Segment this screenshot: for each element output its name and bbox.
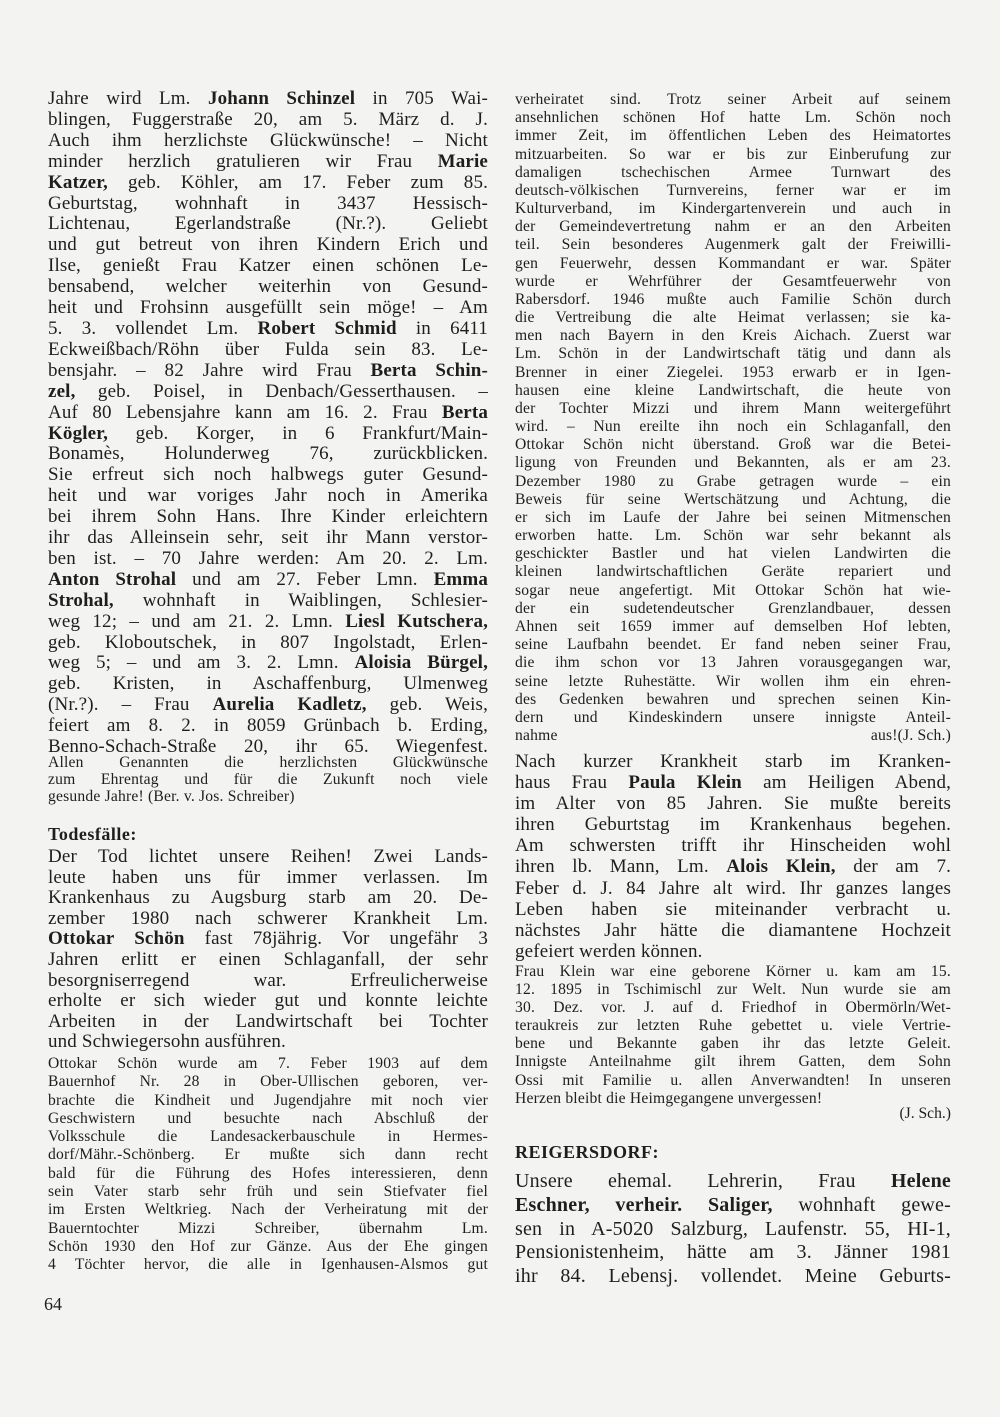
text-line [48, 1238, 488, 1256]
text-run: 4 Töchter hervor, die alle in Igenhausen-Alsmos gut [48, 1256, 488, 1274]
text-run: Pensionistenheim, hätte am 3. Jänner 1981 [515, 1241, 951, 1264]
text-run: geb. Köhler, am 17. Feber zum 85. [107, 171, 488, 193]
name-highlight: Kögler, [48, 422, 108, 444]
text-run: Ottokar Schön nicht überstand. Groß war die Betei- [515, 436, 951, 454]
text-run: in 705 Wai- [355, 88, 488, 109]
page-number: 64 [44, 1294, 62, 1314]
text-run: Geburtstag, wohnhaft in 3437 Hessisch- [48, 192, 488, 214]
text-line [48, 950, 488, 971]
text-line [48, 909, 488, 930]
text-run: der ein sudetendeutscher Grenzlandbauer, dessen [515, 599, 951, 617]
text-line [515, 835, 951, 856]
text-line [48, 110, 488, 131]
text-run: im Ersten Weltkrieg. Nach der Verheiratung mit der [48, 1201, 488, 1219]
text-line [515, 1241, 951, 1265]
text-line [515, 751, 951, 772]
text-line [515, 473, 951, 491]
obituary-schoen-biography [48, 1055, 488, 1275]
text-run: weg 5; – und am 3. 2. Lmn. [48, 652, 355, 674]
text-line [515, 941, 951, 962]
text-run: Am schwersten trifft ihr Hinscheiden wohl [515, 835, 951, 857]
text-line [48, 465, 488, 486]
text-run: teil. Sein besonderes Augenmerk galt der Freiwilli- [515, 236, 951, 254]
text-run: Eckweißbach/Röhn über Fulda sein 83. Le- [48, 338, 488, 360]
text-run: der am 7. [835, 856, 952, 878]
text-run: Arbeiten in der Landwirtschaft bei Tochter [48, 1010, 488, 1032]
text-run: sein Vater starb sehr früh und sein Stiefvater fiel [48, 1183, 488, 1201]
text-line [515, 418, 951, 436]
text-run: geb. Kloboutschek, in 807 Ingolstadt, Erlen- [48, 631, 488, 653]
text-line [48, 653, 488, 674]
text-run: der Gemeindevertretung nahm er an den Arbeiten [515, 218, 951, 236]
text-line [48, 1032, 488, 1053]
name-highlight: Robert Schmid [257, 317, 397, 339]
text-line [515, 1194, 951, 1218]
text-line [515, 1170, 951, 1194]
text-line [515, 182, 951, 200]
text-run: Herzen bleibt die Heimgegangene unvergessen! [515, 1089, 823, 1107]
text-run: (Nr.?). – Frau [48, 694, 213, 716]
name-highlight: Ottokar Schön [48, 928, 185, 950]
text-line [515, 400, 951, 418]
name-highlight: Emma [433, 568, 488, 590]
text-run: sen in A-5020 Salzburg, Laufenstr. 55, HI-1, [515, 1217, 951, 1240]
text-run: haus Frau [515, 772, 629, 794]
text-line [515, 109, 951, 127]
text-line [515, 963, 951, 981]
text-line [48, 361, 488, 382]
text-line [48, 1183, 488, 1201]
text-run: wohnhaft gewe- [772, 1193, 951, 1216]
text-run: Bauerntochter Mizzi Schreiber, übernahm Lm. [48, 1219, 488, 1237]
text-run: gen Feuerwehr, dessen Kommandant er war. Später [515, 254, 951, 272]
text-line [48, 173, 488, 194]
text-run: Brenner in einer Ziegelei. 1953 erwarb er in Igen- [515, 363, 951, 381]
text-line [48, 235, 488, 256]
text-run: Innigste Anteilnahme gilt ihrem Gatten, dem Sohn [515, 1053, 951, 1071]
text-line [48, 298, 488, 319]
text-line [515, 509, 951, 527]
text-line [515, 691, 951, 709]
text-line [48, 152, 488, 173]
text-line [515, 345, 951, 363]
text-line [515, 772, 951, 793]
text-run: heit und Frohsinn ausgefüllt sein möge! – Am [48, 297, 488, 319]
text-line [515, 618, 951, 636]
text-run: zum Ehrentag und für die Zukunft noch viele [48, 771, 488, 788]
text-line [48, 971, 488, 992]
text-line [48, 1055, 488, 1073]
text-line [48, 507, 488, 528]
text-line [515, 1218, 951, 1242]
text-line [48, 214, 488, 235]
name-highlight: zel, [48, 380, 76, 402]
text-line [515, 1072, 951, 1090]
text-line [515, 236, 951, 254]
text-line [515, 436, 951, 454]
text-line [515, 981, 951, 999]
text-run: weg 12; – und am 21. 2. Lmn. [48, 610, 346, 632]
obituary-klein-biography [515, 963, 951, 1108]
text-run: er sich im Laufe der Jahre bei seinen Mitmenschen [515, 508, 951, 526]
text-run: Nach kurzer Krankheit starb im Kranken- [515, 751, 951, 772]
text-run: bald für die Führung des Hofes interessieren, denn [48, 1164, 488, 1182]
text-run: dorf/Mähr.-Schönberg. Er mußte sich dann recht [48, 1146, 488, 1164]
text-run: ansehnlichen schönen Hof hatte Lm. Schön noch [515, 109, 951, 127]
name-highlight: Berta Schin- [370, 359, 488, 381]
name-highlight: Berta [441, 401, 488, 423]
text-line [48, 131, 488, 152]
text-run: Ottokar Schön wurde am 7. Feber 1903 auf dem [48, 1055, 488, 1072]
text-run: hausen eine kleine Landwirtschaft, die heute von [515, 381, 951, 399]
text-run: die Vertreibung die alte Heimat verlassen; sie ka- [515, 309, 951, 327]
text-run: Unsere ehemal. Lehrerin, Frau [515, 1170, 891, 1192]
text-run: Benno-Schach-Straße 20, ihr 65. Wiegenfest. [48, 736, 488, 758]
text-line [48, 486, 488, 507]
name-highlight: Johann Schinzel [207, 88, 356, 109]
text-run: geschickter Bastler und hat vielen Landwirten die [515, 545, 951, 563]
text-line [48, 754, 488, 771]
text-run: dern und Kindeskindern unsere innigste Anteil- [515, 708, 951, 726]
text-run: bensabend, welcher weiterhin von Gesund- [48, 276, 488, 298]
text-run: in 6411 [396, 317, 489, 339]
text-line [515, 309, 951, 327]
text-line [48, 788, 488, 805]
text-line [48, 888, 488, 909]
text-run: verheiratet sind. Trotz seiner Arbeit auf seinem [515, 91, 951, 108]
text-run: Jahren erlitt er einen Schlaganfall, der sehr [48, 948, 488, 970]
text-run: Frau Klein war eine geborene Körner u. kam am 15. [515, 963, 951, 980]
text-line [515, 920, 951, 941]
text-run: ben ist. – 70 Jahre werden: Am 20. 2. Lm. [48, 547, 488, 569]
text-line [48, 424, 488, 445]
text-line [515, 636, 951, 654]
text-line [515, 727, 951, 745]
text-run: wird. – Nun ereilte ihn noch ein Schlaganfall, den [515, 418, 951, 436]
text-line [48, 716, 488, 737]
text-run: ihren lb. Mann, Lm. [515, 856, 727, 878]
text-run: teraukreis zur letzten Ruhe gebettet u. viele Vertrie- [515, 1017, 951, 1035]
text-run: die ihm schon vor 13 Jahren vorausgegangen war, [515, 654, 951, 672]
text-line [515, 709, 951, 727]
text-line [515, 654, 951, 672]
text-run: ihr das Alleinsein sehr, seit ihr Mann verstor- [48, 527, 488, 549]
text-run: Feber d. J. 84 Jahre alt wird. Ihr ganzes langes [515, 877, 951, 899]
text-line [48, 549, 488, 570]
obituary-klein-intro [515, 751, 951, 962]
name-highlight: Anton Strohal [48, 568, 177, 590]
section-heading-todesfaelle: Todesfälle: [48, 824, 137, 844]
text-line [48, 1146, 488, 1164]
text-line [515, 527, 951, 545]
text-line [48, 1012, 488, 1033]
text-line [48, 847, 488, 868]
text-run: Geschwistern und besuchte nach Abschluß der [48, 1109, 488, 1127]
text-run: geb. Weis, [366, 694, 488, 716]
text-line [48, 382, 488, 403]
text-run: geb. Kristen, in Aschaffenburg, Ulmenweg [48, 673, 488, 695]
text-run: Volksschule die Landesackerbauschule in Hermes- [48, 1128, 488, 1146]
text-line [515, 146, 951, 164]
birthday-greeting [48, 754, 488, 805]
text-run: wohnhaft in Waiblingen, Schlesier- [113, 589, 488, 611]
name-highlight: Katzer, [48, 171, 108, 193]
name-highlight: Aurelia Kadletz, [212, 694, 367, 716]
obituary-schoen-intro [48, 847, 488, 1053]
text-line [515, 1035, 951, 1053]
text-line [515, 382, 951, 400]
obituary-schoen-continued [515, 91, 951, 745]
text-line [515, 491, 951, 509]
text-line [515, 291, 951, 309]
text-run: Auch ihm herzlichste Glückwünsche! – Nicht [48, 129, 488, 151]
text-run: nächstes Jahr hätte die diamantene Hochzeit [515, 919, 951, 941]
text-run: besorgniserregend war. Erfreulicherweise [48, 969, 488, 991]
text-run: Lichtenau, Egerlandstraße (Nr.?). Geliebt [48, 213, 488, 235]
text-run: Ossi mit Familie u. allen Anverwandten! In unseren [515, 1071, 951, 1089]
text-run: 30. Dez. vor. J. auf d. Friedhof in Obermörln/Wet- [515, 999, 951, 1017]
text-line [48, 444, 488, 465]
text-run: deutsch-völkischen Turnvereins, ferner war er im [515, 181, 951, 199]
text-run: Allen Genannten die herzlichsten Glückwünsche [48, 754, 488, 771]
text-run: seine Laufbahn beendet. Er fand neben seiner Frau, [515, 636, 951, 654]
text-run: und gut betreut von ihren Kindern Erich und [48, 234, 488, 256]
text-line [48, 695, 488, 716]
text-run: Auf 80 Lebensjahre kann am 16. 2. Frau [48, 401, 442, 423]
text-run: Dezember 1980 zu Grabe getragen wurde – ein [515, 472, 951, 490]
text-run: Der Tod lichtet unsere Reihen! Zwei Lands- [48, 846, 488, 867]
text-line [515, 563, 951, 581]
text-line [515, 273, 951, 291]
text-run: damaligen tschechischen Armee Turnwart des [515, 163, 951, 181]
name-highlight: Eschner, verheir. Saliger, [515, 1193, 773, 1216]
text-line [48, 612, 488, 633]
text-run: ihren Geburtstag im Krankenhaus begehen. [515, 814, 951, 836]
text-line [48, 89, 488, 110]
name-highlight: Alois Klein, [726, 856, 836, 878]
text-line [515, 856, 951, 877]
text-run: gefeiert werden können. [515, 940, 703, 962]
text-run: leute haben uns für immer verlassen. Im [48, 866, 488, 888]
text-line [48, 403, 488, 424]
text-run: Lm. Schön in der Landwirtschaft tätig und dann als [515, 345, 951, 363]
text-run: Ilse, genießt Frau Katzer einen schönen Le- [48, 255, 488, 277]
name-highlight: Helene [890, 1170, 951, 1192]
text-line [48, 1165, 488, 1183]
text-line [48, 868, 488, 889]
text-line [515, 327, 951, 345]
text-line [515, 255, 951, 273]
text-line [515, 127, 951, 145]
text-line [515, 673, 951, 691]
text-run: am Heiligen Abend, [741, 772, 951, 794]
text-line [515, 793, 951, 814]
text-line [48, 1128, 488, 1146]
text-line [515, 200, 951, 218]
reigersdorf-paragraph [515, 1170, 951, 1289]
text-line [48, 340, 488, 361]
section-heading-reigersdorf: REIGERSDORF: [515, 1142, 660, 1162]
text-line [48, 1110, 488, 1128]
text-line [48, 277, 488, 298]
text-run: ihr 84. Lebensj. vollendet. Meine Geburts- [515, 1265, 951, 1287]
text-run: fast 78jährig. Vor ungefähr 3 [184, 928, 488, 950]
text-run: 12. 1895 in Tschimischl zur Welt. Nun wurde sie am [515, 981, 951, 999]
text-line [515, 545, 951, 563]
text-line [515, 91, 951, 109]
text-line [48, 194, 488, 215]
text-line [515, 899, 951, 920]
text-line [515, 1265, 951, 1289]
text-line [515, 878, 951, 899]
text-line [515, 364, 951, 382]
text-run: ligung von Freunden und Bekannten, als er am 23. [515, 454, 951, 472]
text-line [48, 1220, 488, 1238]
text-line [515, 1017, 951, 1035]
birthday-paragraph [48, 89, 488, 758]
text-run: bene und Bekannte gaben ihr das letzte Geleit. [515, 1035, 951, 1053]
text-run: der Tochter Mizzi und ihrem Mann weitergeführt [515, 399, 951, 417]
text-run: gesunde Jahre! (Ber. v. Jos. Schreiber) [48, 788, 295, 805]
text-line [515, 582, 951, 600]
text-run: erworben hatte. Lm. Schön war sehr bekannt als [515, 527, 951, 545]
text-run: Leben haben sie miteinander verbracht u. [515, 898, 951, 920]
text-run: brachte die Kindheit und Jugendjahre mit noch vier [48, 1091, 488, 1109]
text-line [48, 771, 488, 788]
text-run: zember 1980 nach schwerer Krankheit Lm. [48, 907, 488, 929]
text-run: geb. Korger, in 6 Frankfurt/Main- [107, 422, 488, 444]
text-line [48, 570, 488, 591]
text-run: seine letzte Ruhestätte. Wir wollen ihm ein ehren- [515, 672, 951, 690]
text-run: men nach Bayern in den Kreis Aichach. Zuerst war [515, 327, 951, 345]
text-run: Bauernhof Nr. 28 in Ober-Ullischen geboren, ver- [48, 1073, 488, 1091]
text-run: Sie erfreut sich noch halbwegs guter Gesund- [48, 464, 488, 486]
text-run: kleinen landwirtschaftlichen Geräte repariert und [515, 563, 951, 581]
text-run: Schön 1930 den Hof zur Gänze. Aus der Ehe gingen [48, 1237, 488, 1255]
text-run: Krankenhaus zu Augsburg starb am 20. De- [48, 887, 488, 909]
name-highlight: Aloisia Bürgel, [354, 652, 488, 674]
text-line [48, 1201, 488, 1219]
text-line [515, 999, 951, 1017]
text-run: erholte er sich wieder gut und konnte leichte [48, 990, 488, 1012]
text-line [515, 218, 951, 236]
text-run: Bonamès, Holunderweg 76, zurückblicken. [48, 443, 488, 465]
text-line [515, 814, 951, 835]
text-run: Jahre wird Lm. [48, 88, 208, 109]
text-line [48, 1073, 488, 1091]
text-line [48, 319, 488, 340]
text-line [48, 528, 488, 549]
name-highlight: Paula Klein [628, 772, 742, 794]
text-line [48, 1256, 488, 1274]
text-run: mitzuarbeiten. So war er bis zur Einberufung zur [515, 145, 951, 163]
text-run: Rabersdorf. 1946 mußte auch Familie Schön durch [515, 290, 951, 308]
text-line [48, 591, 488, 612]
name-highlight: Liesl Kutschera, [345, 610, 488, 632]
text-line [515, 164, 951, 182]
text-run: und Schwiegersohn ausführen. [48, 1031, 286, 1053]
text-run: minder herzlich gratulieren wir Frau [48, 150, 438, 172]
text-line [48, 256, 488, 277]
text-line [48, 633, 488, 654]
text-run: und am 27. Feber Lmn. [176, 568, 434, 590]
text-run: bensjahr. – 82 Jahre wird Frau [48, 359, 371, 381]
text-line [48, 674, 488, 695]
text-line [48, 929, 488, 950]
author-signature: (J. Sch.) [897, 727, 951, 745]
text-run: geb. Poisel, in Denbach/Gesserthausen. – [75, 380, 488, 402]
text-run: 5. 3. vollendet Lm. [48, 317, 258, 339]
name-highlight: Marie [437, 150, 488, 172]
text-run: sogar neue angefertigt. Mit Ottokar Schön hat wie- [515, 581, 951, 599]
text-line [515, 600, 951, 618]
text-run: Ahnen seit 1659 immer auf demselben Hof lebten, [515, 617, 951, 635]
text-line [515, 454, 951, 472]
text-run: des Gedenken bewahren und sprechen seinen Kin- [515, 690, 951, 708]
author-signature: (J. Sch.) [899, 1105, 951, 1122]
text-run: Beweis für seine Wertschätzung und Achtung, die [515, 490, 951, 508]
text-line [48, 991, 488, 1012]
text-run: bei ihrem Sohn Hans. Ihre Kinder erleichtern [48, 506, 488, 528]
text-run: immer Zeit, im öffentlichen Leben des Heimatortes [515, 127, 951, 145]
text-run: feiert am 8. 2. in 8059 Grünbach b. Erding, [48, 715, 488, 737]
text-run: blingen, Fuggerstraße 20, am 5. März d. J. [48, 108, 488, 130]
text-run: nahme aus! [515, 727, 898, 745]
text-run: im Alter von 85 Jahren. Sie mußte bereits [515, 793, 951, 815]
text-line [48, 1092, 488, 1110]
text-run: Kulturverband, im Kindergartenverein und auch in [515, 200, 951, 218]
text-run: heit und war voriges Jahr noch in Amerika [48, 485, 488, 507]
name-highlight: Strohal, [48, 589, 114, 611]
text-run: wurde er Wehrführer der Gesamtfeuerwehr von [515, 272, 951, 290]
text-line [515, 1053, 951, 1071]
